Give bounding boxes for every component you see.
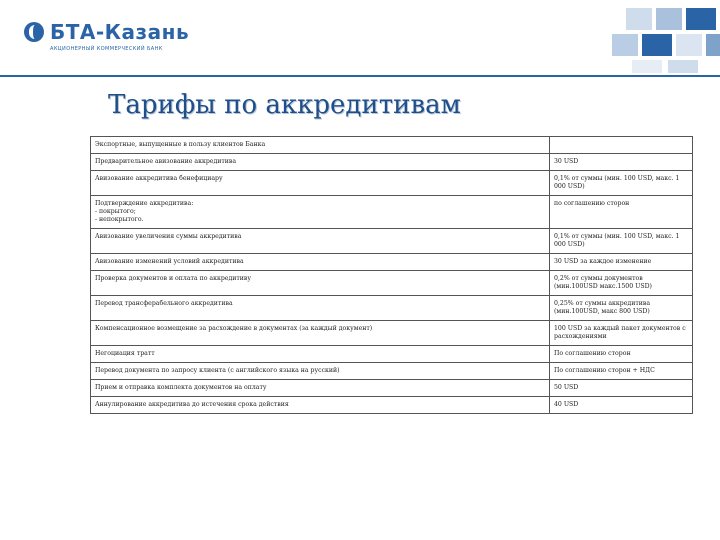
fee-cell: 30 USD за каждое изменение (550, 254, 693, 271)
table-row (91, 296, 693, 321)
table-row (91, 171, 693, 196)
fee-cell: 0,2% от суммы документов (мин.100USD макс.1500 USD) (550, 271, 693, 296)
table-row (91, 154, 693, 171)
tile-icon (626, 8, 652, 30)
service-cell: Экспортные, выпущенные в пользу клиентов Банка (91, 137, 550, 154)
fee-cell: По соглашению сторон (550, 346, 693, 363)
service-cell: Аннулирование аккредитива до истечения срока действия (91, 397, 550, 414)
tile-icon (642, 34, 672, 56)
table-row (91, 346, 693, 363)
service-cell: Предварительное авизование аккредитива (91, 154, 550, 171)
service-cell: Прием и отправка комплекта документов на оплату (91, 380, 550, 397)
service-cell: Проверка документов и оплата по аккредитиву (91, 271, 550, 296)
tile-icon (612, 34, 638, 56)
table-row (91, 380, 693, 397)
table-row (91, 137, 693, 154)
table-row (91, 271, 693, 296)
header-band (0, 0, 720, 77)
fee-cell: 0,1% от суммы (мин. 100 USD, макс. 1 000 USD) (550, 229, 693, 254)
service-cell: Компенсационное возмещение за расхождение в документах (за каждый документ) (91, 321, 550, 346)
fee-cell: 30 USD (550, 154, 693, 171)
fee-cell: по соглашению сторон (550, 196, 693, 229)
fee-cell: 0,1% от суммы (мин. 100 USD, макс. 1 000 USD) (550, 171, 693, 196)
service-cell: Перевод документа по запросу клиента (с английского языка на русский) (91, 363, 550, 380)
service-cell: Авизование увеличения суммы аккредитива (91, 229, 550, 254)
page-title: Тарифы по аккредитивам (108, 90, 461, 120)
tariffs-table-body (91, 137, 693, 414)
service-cell: Авизование аккредитива бенефициару (91, 171, 550, 196)
bank-logo-icon (24, 22, 44, 42)
bank-logo-text: БТА-Казань (50, 20, 190, 44)
service-cell: Перевод трансферабельного аккредитива (91, 296, 550, 321)
tile-icon (676, 34, 702, 56)
fee-cell: По соглашению сторон + НДС (550, 363, 693, 380)
tile-icon (686, 8, 716, 30)
fee-cell: 0,25% от суммы аккредитива (мин.100USD, макс 800 USD) (550, 296, 693, 321)
tile-icon (632, 60, 662, 73)
bank-logo-subtitle: АКЦИОНЕРНЫЙ КОММЕРЧЕСКИЙ БАНК (50, 46, 163, 52)
service-cell: Авизование изменений условий аккредитива (91, 254, 550, 271)
tile-icon (656, 8, 682, 30)
table-row (91, 229, 693, 254)
tile-icon (706, 34, 720, 56)
service-cell: Подтверждение аккредитива: - покрытого; - непокрытого. (91, 196, 550, 229)
tariffs-table (90, 136, 693, 414)
fee-cell: 100 USD за каждый пакет документов с расхождениями (550, 321, 693, 346)
decorative-tiles (612, 0, 720, 75)
table-row (91, 363, 693, 380)
bank-logo (24, 20, 190, 52)
fee-cell: 40 USD (550, 397, 693, 414)
service-cell: Негоциация тратт (91, 346, 550, 363)
fee-cell (550, 137, 693, 154)
table-row (91, 397, 693, 414)
table-row (91, 254, 693, 271)
table-row (91, 321, 693, 346)
tile-icon (668, 60, 698, 73)
fee-cell: 50 USD (550, 380, 693, 397)
table-row (91, 196, 693, 229)
